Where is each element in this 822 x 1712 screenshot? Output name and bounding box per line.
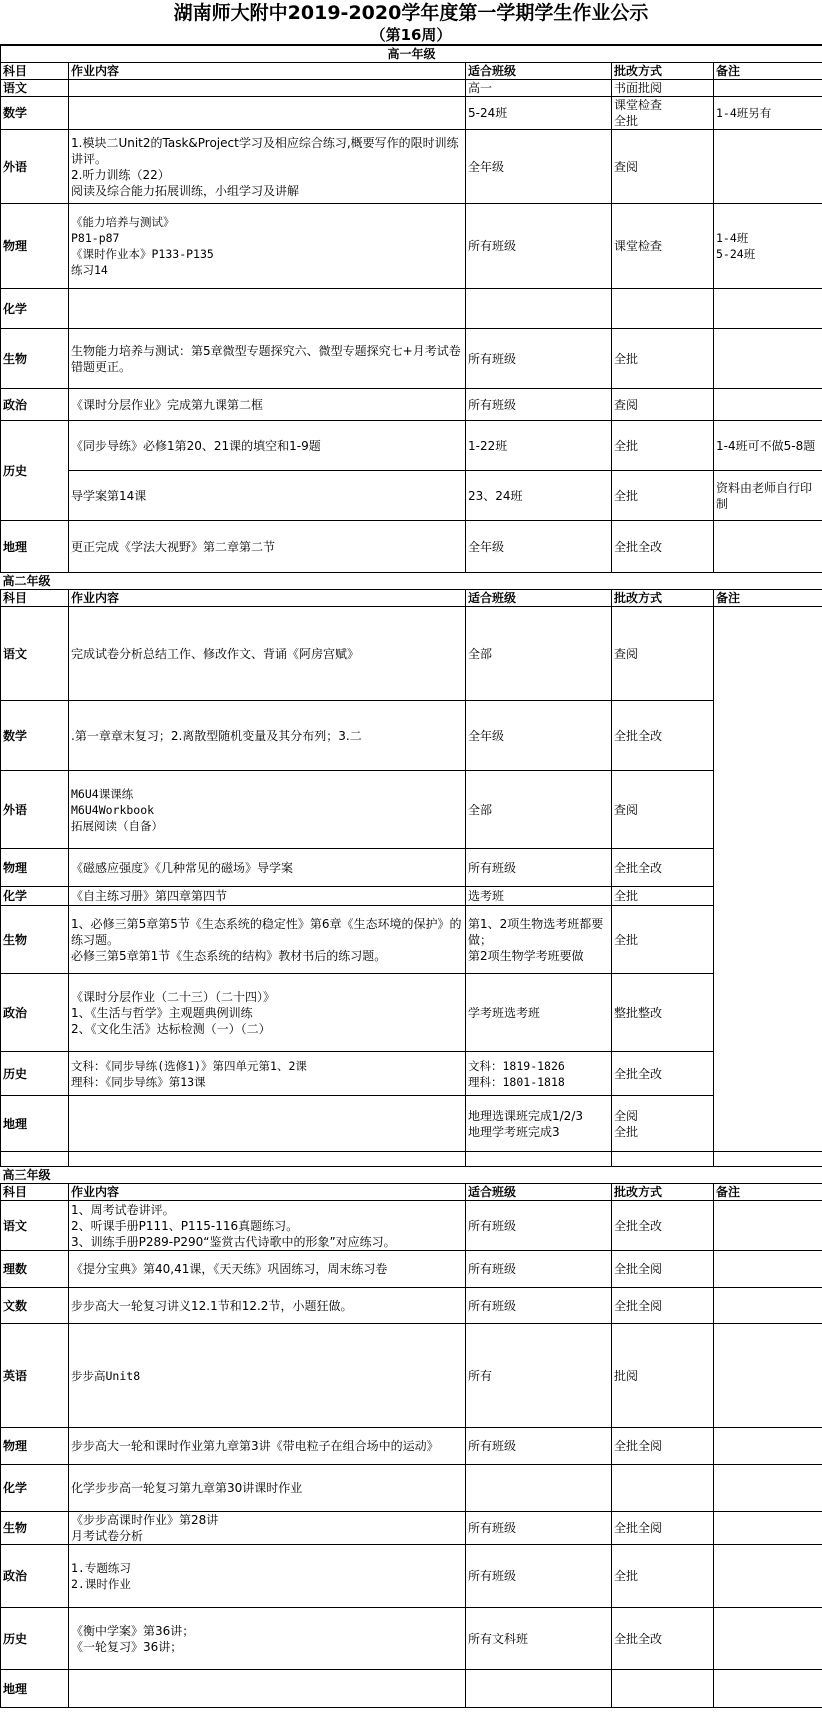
table-row <box>1 1324 822 1428</box>
grade-label: 高三年级 <box>1 1167 822 1184</box>
note-cell <box>714 80 822 97</box>
method-cell: 全批 <box>612 1545 714 1608</box>
col-classes-header: 适合班级 <box>466 1184 612 1201</box>
col-method-header: 批改方式 <box>612 1184 714 1201</box>
table-row <box>1 1465 822 1512</box>
method-cell: 全批全阅 <box>612 1288 714 1324</box>
grade-header-row <box>1 46 822 63</box>
subject-cell: 历史 <box>1 421 69 521</box>
content-cell: 更正完成《学法大视野》第二章第二节 <box>69 521 466 573</box>
content-cell: .第一章章末复习；2.离散型随机变量及其分布列；3.二 <box>69 701 466 771</box>
note-cell <box>714 289 822 329</box>
table-row <box>1 130 822 204</box>
subject-cell: 地理 <box>1 1670 69 1708</box>
note-cell <box>714 1465 822 1512</box>
col-method-header: 批改方式 <box>612 590 714 607</box>
content-cell: 《步步高课时作业》第28讲 月考试卷分析 <box>69 1512 466 1545</box>
empty-cell <box>1 1152 69 1167</box>
content-cell: 《能力培养与测试》 P81-p87 《课时作业本》P133-P135 练习14 <box>69 204 466 289</box>
subject-cell: 政治 <box>1 389 69 421</box>
classes-cell: 所有 <box>466 1324 612 1428</box>
note-cell <box>714 521 822 573</box>
content-cell: 步步高Unit8 <box>69 1324 466 1428</box>
col-note-header: 备注 <box>714 1184 822 1201</box>
note-cell <box>714 607 822 1152</box>
col-note-header: 备注 <box>714 63 822 80</box>
table-row <box>1 1201 822 1251</box>
subject-cell: 历史 <box>1 1608 69 1670</box>
grade-label-row <box>1 1167 822 1184</box>
note-cell <box>714 1288 822 1324</box>
table-row <box>1 80 822 97</box>
classes-cell: 全年级 <box>466 130 612 204</box>
content-cell: 1.专题练习 2.课时作业 <box>69 1545 466 1608</box>
classes-cell: 文科：1819-1826 理科：1801-1818 <box>466 1052 612 1096</box>
note-cell: 1-4班可不做5-8题 <box>714 421 822 471</box>
classes-cell: 所有班级 <box>466 329 612 389</box>
subject-cell: 物理 <box>1 1428 69 1465</box>
classes-cell: 所有班级 <box>466 1545 612 1608</box>
method-cell: 查阅 <box>612 607 714 701</box>
col-classes-header: 适合班级 <box>466 63 612 80</box>
classes-cell: 所有班级 <box>466 1251 612 1288</box>
method-cell: 全批 <box>612 887 714 906</box>
classes-cell: 所有班级 <box>466 849 612 887</box>
classes-cell: 选考班 <box>466 887 612 906</box>
content-cell: 《提分宝典》第40,41课，《天天练》巩固练习，周末练习卷 <box>69 1251 466 1288</box>
table-row <box>1 701 822 771</box>
table-row <box>1 607 822 701</box>
classes-cell: 高一 <box>466 80 612 97</box>
subject-cell: 政治 <box>1 1545 69 1608</box>
subject-cell: 地理 <box>1 1096 69 1152</box>
method-cell: 查阅 <box>612 130 714 204</box>
subject-cell: 化学 <box>1 887 69 906</box>
col-method-header: 批改方式 <box>612 63 714 80</box>
classes-cell: 全年级 <box>466 701 612 771</box>
subject-cell: 生物 <box>1 1512 69 1545</box>
content-cell <box>69 1670 466 1708</box>
classes-cell: 所有班级 <box>466 204 612 289</box>
classes-cell: 学考班选考班 <box>466 974 612 1052</box>
col-subject-header: 科目 <box>1 590 69 607</box>
method-cell: 全批全改 <box>612 701 714 771</box>
subject-cell: 地理 <box>1 521 69 573</box>
note-cell <box>714 1428 822 1465</box>
content-cell: 生物能力培养与测试：第5章微型专题探究六、微型专题探究七+月考试卷错题更正。 <box>69 329 466 389</box>
note-cell <box>714 1201 822 1251</box>
subject-cell: 外语 <box>1 771 69 849</box>
table-row <box>1 974 822 1052</box>
content-cell: 《同步导练》必修1第20、21课的填空和1-9题 <box>69 421 466 471</box>
classes-cell: 全年级 <box>466 521 612 573</box>
subject-cell: 语文 <box>1 80 69 97</box>
classes-cell: 23、24班 <box>466 471 612 521</box>
table-row <box>1 1428 822 1465</box>
note-cell <box>714 329 822 389</box>
classes-cell: 所有文科班 <box>466 1608 612 1670</box>
method-cell: 全阅 全批 <box>612 1096 714 1152</box>
method-cell: 全批全阅 <box>612 1428 714 1465</box>
classes-cell: 1-22班 <box>466 421 612 471</box>
note-cell <box>714 389 822 421</box>
content-cell: 《衡中学案》第36讲； 《一轮复习》36讲； <box>69 1608 466 1670</box>
table-row <box>1 389 822 421</box>
content-cell: 化学步步高一轮复习第九章第30讲课时作业 <box>69 1465 466 1512</box>
page-title: 湖南师大附中2019-2020学年度第一学期学生作业公示 <box>173 2 649 24</box>
method-cell: 课堂检查 <box>612 204 714 289</box>
method-cell: 全批 <box>612 471 714 521</box>
subject-cell: 生物 <box>1 329 69 389</box>
subject-cell: 数学 <box>1 701 69 771</box>
subject-cell: 数学 <box>1 97 69 130</box>
subject-cell: 政治 <box>1 974 69 1052</box>
subject-cell: 语文 <box>1 607 69 701</box>
table-row <box>1 204 822 289</box>
method-cell <box>612 289 714 329</box>
content-cell <box>69 97 466 130</box>
content-cell <box>69 289 466 329</box>
grade-label: 高二年级 <box>1 573 822 590</box>
col-content-header: 作业内容 <box>69 1184 466 1201</box>
classes-cell <box>466 1670 612 1708</box>
method-cell: 书面批阅 <box>612 80 714 97</box>
subject-cell: 英语 <box>1 1324 69 1428</box>
subject-cell: 历史 <box>1 1052 69 1096</box>
note-cell: 资料由老师自行印制 <box>714 471 822 521</box>
subject-cell: 语文 <box>1 1201 69 1251</box>
table-row <box>1 1251 822 1288</box>
classes-cell <box>466 1465 612 1512</box>
subject-cell: 理数 <box>1 1251 69 1288</box>
note-cell <box>714 1670 822 1708</box>
table-row <box>1 289 822 329</box>
table-row <box>1 1608 822 1670</box>
method-cell: 整批整改 <box>612 974 714 1052</box>
homework-table <box>0 45 822 1708</box>
classes-cell <box>466 289 612 329</box>
table-row <box>1 887 822 906</box>
classes-cell: 所有班级 <box>466 1288 612 1324</box>
table-row <box>1 1670 822 1708</box>
content-cell: 文科：《同步导练(选修1)》第四单元第1、2课 理科：《同步导练》第13课 <box>69 1052 466 1096</box>
table-row <box>1 1052 822 1096</box>
method-cell: 查阅 <box>612 389 714 421</box>
column-header-row <box>1 590 822 607</box>
table-row <box>1 521 822 573</box>
week-label: （第16周） <box>0 26 822 45</box>
content-cell: M6U4课课练 M6U4Workbook 拓展阅读（自备） <box>69 771 466 849</box>
col-note-header: 备注 <box>714 590 822 607</box>
method-cell: 全批全改 <box>612 1201 714 1251</box>
content-cell <box>69 80 466 97</box>
content-cell: 步步高大一轮复习讲义12.1节和12.2节，小题狂做。 <box>69 1288 466 1324</box>
method-cell: 全批全阅 <box>612 1251 714 1288</box>
content-cell: 《课时分层作业（二十三）（二十四）》 1、《生活与哲学》主观题典例训练 2、《文化生活》达标检测（一）（二） <box>69 974 466 1052</box>
col-content-header: 作业内容 <box>69 590 466 607</box>
subject-cell: 文数 <box>1 1288 69 1324</box>
subject-cell: 生物 <box>1 906 69 974</box>
classes-cell: 所有班级 <box>466 1512 612 1545</box>
col-subject-header: 科目 <box>1 1184 69 1201</box>
content-cell: 《课时分层作业》完成第九课第二框 <box>69 389 466 421</box>
table-row <box>1 1096 822 1152</box>
note-cell: 1-4班 5-24班 <box>714 204 822 289</box>
note-cell <box>714 130 822 204</box>
method-cell <box>612 1465 714 1512</box>
content-cell <box>69 1096 466 1152</box>
note-cell <box>714 1545 822 1608</box>
method-cell: 全批全改 <box>612 849 714 887</box>
col-content-header: 作业内容 <box>69 63 466 80</box>
empty-cell <box>69 1152 466 1167</box>
table-row <box>1 471 822 521</box>
content-cell: 完成试卷分析总结工作、修改作文、背诵《阿房宫赋》 <box>69 607 466 701</box>
content-cell: 1、周考试卷讲评。 2、听课手册P111、P115-116真题练习。 3、训练手册P289-P290“鉴赏古代诗歌中的形象”对应练习。 <box>69 1201 466 1251</box>
empty-cell <box>466 1152 612 1167</box>
method-cell: 查阅 <box>612 771 714 849</box>
note-cell <box>714 1608 822 1670</box>
table-row <box>1 97 822 130</box>
table-row <box>1 1545 822 1608</box>
method-cell: 全批 <box>612 906 714 974</box>
classes-cell: 所有班级 <box>466 1428 612 1465</box>
classes-cell: 第1、2项生物选考班都要做； 第2项生物学考班要做 <box>466 906 612 974</box>
subject-cell: 外语 <box>1 130 69 204</box>
note-cell <box>714 1251 822 1288</box>
note-cell <box>714 1324 822 1428</box>
method-cell: 批阅 <box>612 1324 714 1428</box>
grade-label-row <box>1 573 822 590</box>
content-cell: 《磁感应强度》《几种常见的磁场》导学案 <box>69 849 466 887</box>
empty-cell <box>612 1152 714 1167</box>
content-cell: 1.模块二Unit2的Task&Project学习及相应综合练习,概要写作的限时训练讲评。 2.听力训练（22） 阅读及综合能力拓展训练，小组学习及讲解 <box>69 130 466 204</box>
col-classes-header: 适合班级 <box>466 590 612 607</box>
method-cell: 全批全改 <box>612 521 714 573</box>
column-header-row <box>1 63 822 80</box>
method-cell: 课堂检查 全批 <box>612 97 714 130</box>
classes-cell: 地理选课班完成1/2/3 地理学考班完成3 <box>466 1096 612 1152</box>
classes-cell: 全部 <box>466 607 612 701</box>
empty-row <box>1 1152 822 1167</box>
table-row <box>1 1512 822 1545</box>
table-row <box>1 421 822 471</box>
grade-label: 高一年级 <box>1 46 822 63</box>
content-cell: 1、必修三第5章第5节《生态系统的稳定性》第6章《生态环境的保护》的练习题。 必修三第5章第1节《生态系统的结构》教材书后的练习题。 <box>69 906 466 974</box>
table-row <box>1 906 822 974</box>
table-row <box>1 771 822 849</box>
method-cell: 全批全阅 <box>612 1512 714 1545</box>
method-cell: 全批全改 <box>612 1052 714 1096</box>
note-cell <box>714 1512 822 1545</box>
subject-cell: 化学 <box>1 289 69 329</box>
content-cell: 导学案第14课 <box>69 471 466 521</box>
method-cell: 全批 <box>612 329 714 389</box>
table-row <box>1 1288 822 1324</box>
classes-cell: 5-24班 <box>466 97 612 130</box>
classes-cell: 所有班级 <box>466 389 612 421</box>
subject-cell: 物理 <box>1 849 69 887</box>
subject-cell: 化学 <box>1 1465 69 1512</box>
subject-cell: 物理 <box>1 204 69 289</box>
table-row <box>1 849 822 887</box>
method-cell: 全批 <box>612 421 714 471</box>
column-header-row <box>1 1184 822 1201</box>
table-row <box>1 329 822 389</box>
col-subject-header: 科目 <box>1 63 69 80</box>
note-cell: 1-4班另有 <box>714 97 822 130</box>
method-cell: 全批全改 <box>612 1608 714 1670</box>
empty-cell <box>714 1152 822 1167</box>
classes-cell: 全部 <box>466 771 612 849</box>
method-cell <box>612 1670 714 1708</box>
content-cell: 《自主练习册》第四章第四节 <box>69 887 466 906</box>
content-cell: 步步高大一轮和课时作业第九章第3讲《带电粒子在组合场中的运动》 <box>69 1428 466 1465</box>
classes-cell: 所有班级 <box>466 1201 612 1251</box>
